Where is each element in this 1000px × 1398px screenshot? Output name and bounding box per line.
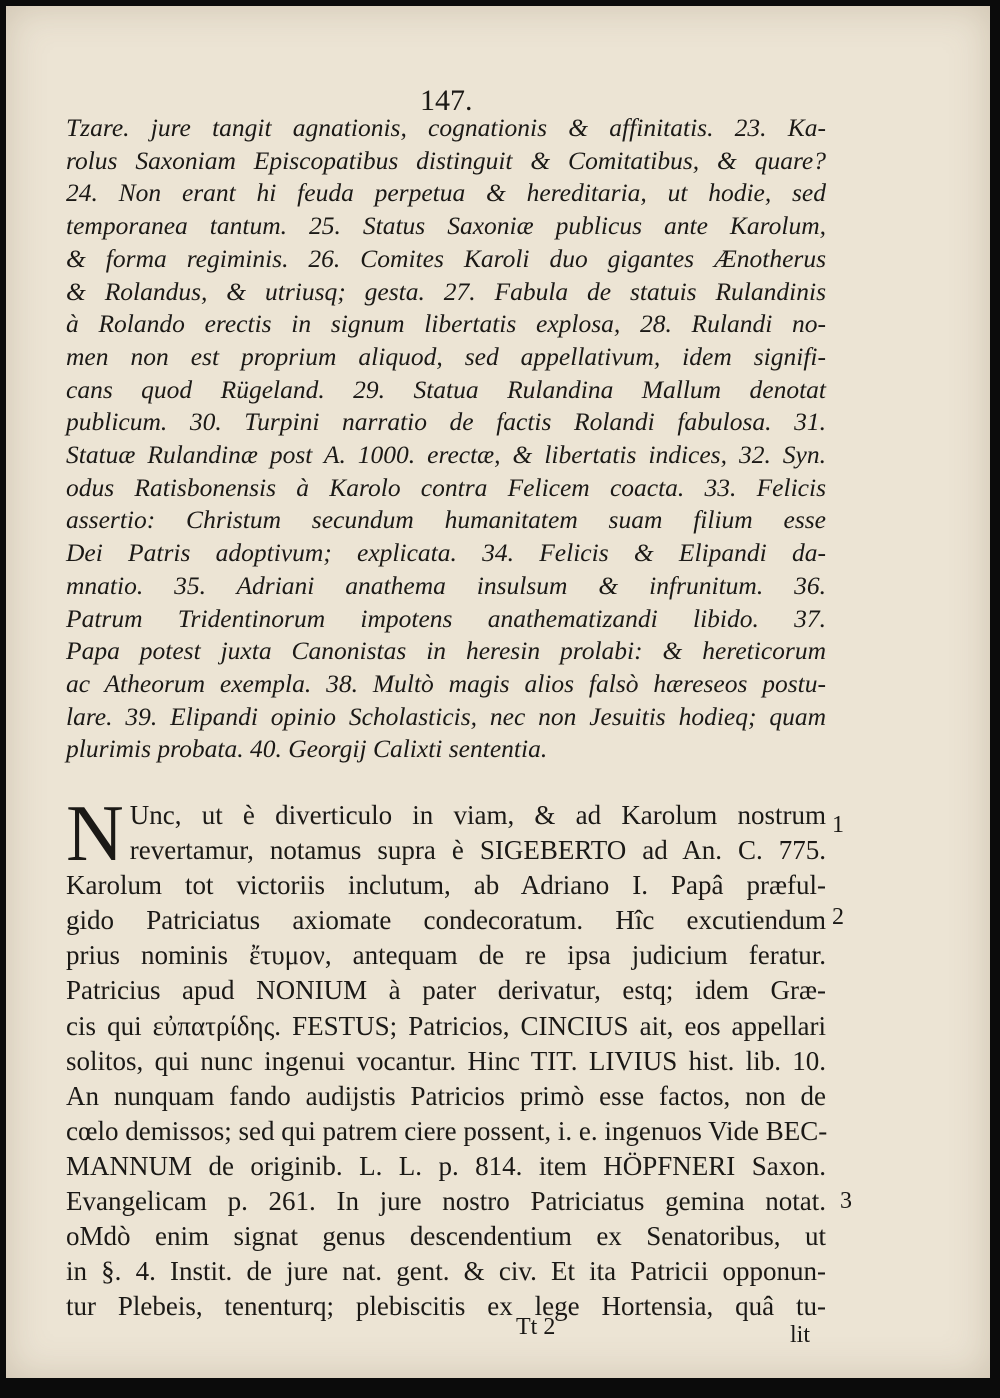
summary-line: cans quod Rügeland. 29. Statua Rulandina Mallum denotat [66,374,826,404]
summary-line: temporanea tantum. 25. Status Saxoniæ publicus ante Karolum, [66,211,826,241]
summary-line: 24. Non erant hi feuda perpetua & hereditaria, ut hodie, sed [66,178,826,208]
summary-line: Tzare. jure tangit agnationis, cognationis & affinitatis. 23. Ka- [66,113,826,142]
body-line: Karolum tot victoriis inclutum, ab Adriano I. Papâ præful- [66,870,826,901]
page-number: 147. [420,84,473,117]
body-line: prius nominis ἔτυμον, antequam de re ipsa judicium feratur. [66,940,826,971]
summary-line: & Rolandus, & utriusq; gesta. 27. Fabula de statuis Rulandinis [66,276,826,306]
body-line: revertamur, notamus supra è SIGEBERTO ad An. C. 775. [129,835,826,866]
body-line: MANNUM de originib. L. L. p. 814. item HÖPFNERI Saxon. [66,1150,826,1181]
margin-note: 2 [832,904,844,930]
summary-line: publicum. 30. Turpini narratio de factis Rolandi fabulosa. 31. [66,407,826,437]
signature-mark: Tt 2 [516,1314,556,1340]
summary-line: à Rolando erectis in signum libertatis explosa, 28. Rulandi no- [66,309,826,339]
body-paragraph [66,790,828,1324]
margin-note: 3 [840,1188,852,1214]
summary-line: ac Atheorum exempla. 38. Multò magis alios falsò hæreseos postu- [66,668,826,698]
body-line: cœlo demissos; sed qui patrem ciere possent, i. e. ingenuos Vide BEC- [66,1115,828,1146]
summary-line: men non est proprium aliquod, sed appellativum, idem signifi- [66,341,826,371]
body-line: An nunquam fando audijstis Patricios primò esse factos, non de [66,1080,826,1111]
body-line: gido Patriciatus axiomate condecoratum. Hîc excutiendum [66,905,826,936]
summary-line: Patrum Tridentinorum impotens anathematizandi libido. 37. [66,603,826,633]
summary-line: rolus Saxoniam Episcopatibus distinguit & Comitatibus, & quare? [66,145,826,175]
body-line: Patricius apud NONIUM à pater derivatur, estq; idem Græ- [66,975,826,1006]
body-line: oMdò enim signat genus descendentium ex Senatoribus, ut [66,1221,826,1252]
margin-note: 1 [832,812,844,838]
summary-line: plurimis probata. 40. Georgij Calixti sententia. [66,734,548,764]
chapter-summary [66,112,826,766]
summary-line: Statuæ Rulandinæ post A. 1000. erectæ, & libertatis indices, 32. Syn. [66,440,826,470]
summary-line: & forma regiminis. 26. Comites Karoli duo gigantes Ænotherus [66,243,826,273]
body-line: in §. 4. Instit. de jure nat. gent. & civ. Et ita Patricii opponun- [66,1256,826,1287]
summary-line: mnatio. 35. Adriani anathema insulsum & infrunitum. 36. [66,570,826,600]
body-line: Unc, ut è diverticulo in viam, & ad Karolum nostrum [129,800,826,830]
summary-line: odus Ratisbonensis à Karolo contra Felicem coacta. 33. Felicis [66,472,826,502]
summary-line: Papa potest juxta Canonistas in heresin prolabi: & hereticorum [66,636,826,666]
body-line: solitos, qui nunc ingenui vocantur. Hinc TIT. LIVIUS hist. lib. 10. [66,1045,826,1076]
body-line: tur Plebeis, tenenturq; plebiscitis ex lege Hortensia, quâ tu- [66,1291,826,1322]
summary-line: Dei Patris adoptivum; explicata. 34. Felicis & Elipandi da- [66,538,826,568]
body-line: cis qui εὐπατρίδης. FESTUS; Patricios, CINCIUS ait, eos appellari [66,1010,826,1041]
summary-line: assertio: Christum secundum humanitatem suam filium esse [66,505,826,535]
drop-cap: N [66,790,124,878]
catchword: lit [790,1322,811,1348]
summary-line: lare. 39. Elipandi opinio Scholasticis, nec non Jesuitis hodieq; quam [66,701,826,731]
body-line: Evangelicam p. 261. In jure nostro Patriciatus gemina notat. [66,1186,826,1217]
